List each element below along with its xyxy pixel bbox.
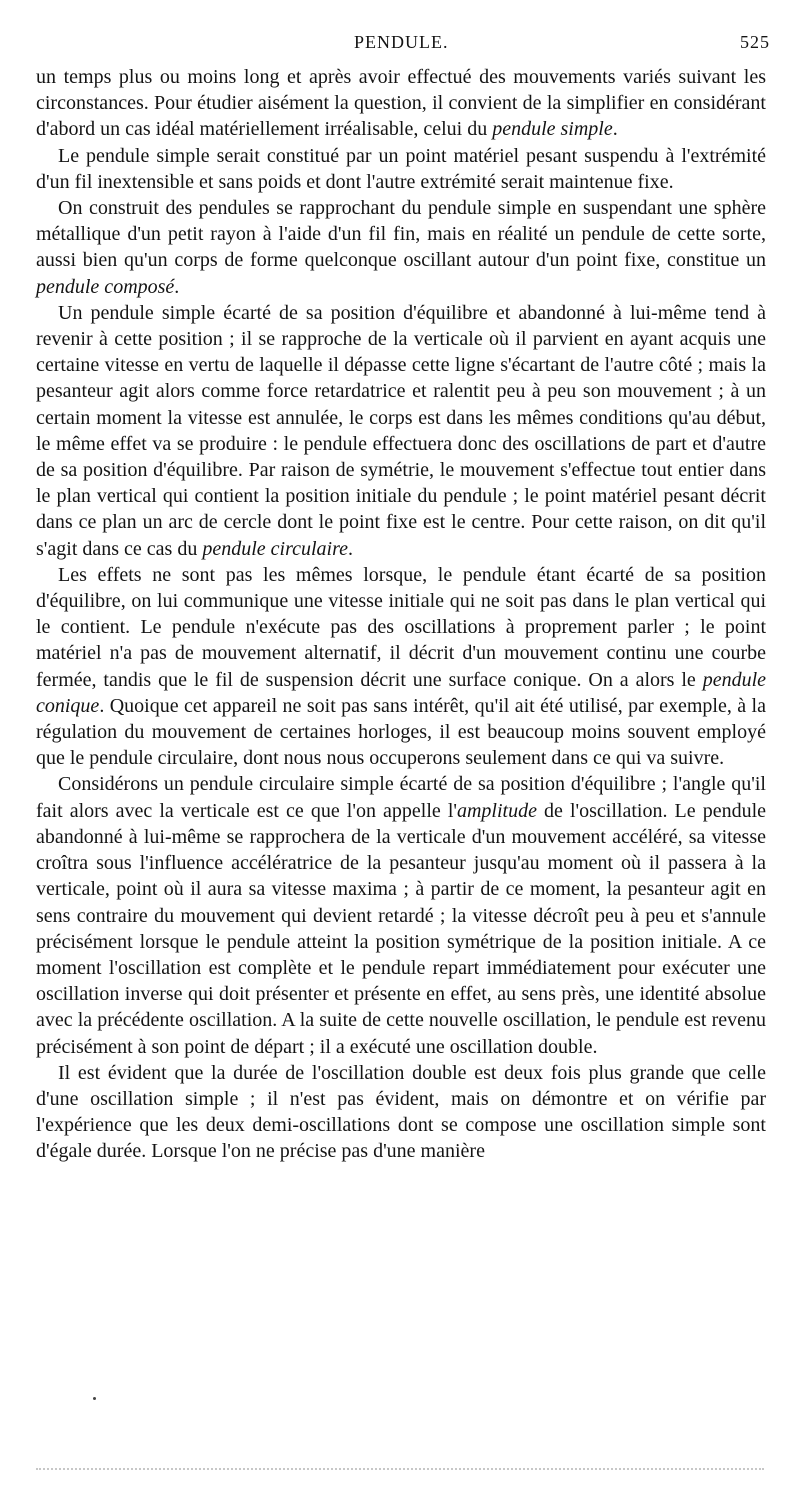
text-run: . Quoique cet appareil ne soit pas sans intérêt, qu'il ait été utilisé, par exemple, à la régulation du mouvement de certaines horloges, il est beaucoup moins souvent employé que le pendule circulaire, dont nous nous occuperons seulement dans ce qui va suivre. [36,694,766,770]
paragraph [36,143,766,195]
paragraph [36,64,766,143]
paragraph [36,300,766,562]
text-run: Le pendule simple serait constitué par un point matériel pesant suspendu à l'extrémité d'un fil inextensible et sans poids et dont l'autre extrémité serait maintenue fixe. [36,144,766,193]
print-speck [93,1397,96,1400]
italic-term: pendule circulaire [202,537,349,560]
text-run: . [174,275,180,298]
text-run: . [348,537,354,560]
italic-term: amplitude [456,799,537,822]
running-title: PENDULE. [354,32,449,52]
paragraph [36,562,766,772]
text-run: . [612,118,618,141]
text-run: Il est évident que la durée de l'oscillation double est deux fois plus grande que celle d'une oscillation simple ; il n'est pas évident, mais on démontre et on vérifie par l'expérience que les deux demi-oscillations dont se compose une oscillation simple sont d'égale durée. Lorsque l'on ne précise pas d'une manière [36,1061,766,1163]
text-run: Les effets ne sont pas les mêmes lorsque, le pendule étant écarté de sa position d'équilibre, on lui communique une vitesse initiale qui ne soit pas dans le plan vertical qui le contient. Le pendule n'exécute pas des oscillations à proprement parler ; le point matériel n'a pas de mouvement alternatif, il décrit d'un mouvement continu une courbe fermée, tandis que le fil de suspension décrit une surface conique. On a alors le [36,563,766,691]
text-run: Un pendule simple écarté de sa position d'équilibre et abandonné à lui-même tend à revenir à cette position ; il se rapproche de la verticale où il parvient en ayant acquis une certaine vitesse en vertu de laquelle il dépasse cette ligne s'écartant de l'autre côté ; mais la pesanteur agit alors comme force retardatrice et ralentit peu à peu son mouvement ; à un certain moment la vitesse est annulée, le corps est dans les mêmes conditions qu'au début, le même effet va se produire : le pendule effectuera donc des oscillations de part et d'autre de sa position d'équilibre. Par raison de symétrie, le mouvement s'effectue tout entier dans le plan vertical qui contient la position initiale du pendule ; le point matériel pesant décrit dans ce plan un arc de cercle dont le point fixe est le centre. Pour cette raison, on dit qu'il s'agit dans ce cas du [36,301,766,560]
paragraph [36,195,766,300]
paragraph [36,1060,766,1165]
footer-rule [36,1468,764,1472]
text-run: de l'oscillation. Le pendule abandonné à lui-même se rapprochera de la verticale d'un mouvement accéléré, sa vitesse croîtra sous l'influence accélératrice de la pesanteur jusqu'au moment où il passera à la verticale, point où il aura sa vitesse maxima ; à partir de ce moment, la pesanteur agit en sens contraire du mouvement qui devient retardé ; la vitesse décroît peu à peu et s'annule précisément lorsque le pendule atteint la position symétrique de la position initiale. A ce moment l'oscillation est complète et le pendule repart immédiatement pour exécuter une oscillation inverse qui doit présenter et présente en effet, au sens près, une identité absolue avec la précédente oscillation. A la suite de cette nouvelle oscillation, le pendule est revenu précisément à son point de départ ; il a exécuté une oscillation double. [36,799,767,1058]
italic-term: pendule conique [36,668,766,717]
page-number: 525 [740,32,770,52]
text-run: un temps plus ou moins long et après avoir effectué des mouvements variés suivant les circonstances. Pour étudier aisément la question, il convient de la simplifier en considérant d'abord un cas idéal matériellement irréalisable, celui du [36,66,766,141]
italic-term: pendule composé [36,275,175,298]
running-header [36,32,770,54]
paragraph [36,771,766,1059]
body-text [36,64,766,1165]
italic-term: pendule simple [492,118,613,141]
text-run: Considérons un pendule circulaire simple écarté de sa position d'équilibre ; l'angle qu'il fait alors avec la verticale est ce que l'on appelle l' [36,773,766,822]
text-run: On construit des pendules se rapprochant du pendule simple en suspendant une sphère métallique d'un petit rayon à l'aide d'un fil fin, mais en réalité un pendule de cette sorte, aussi bien qu'un corps de forme quelconque oscillant autour d'un point fixe, constitue un [36,197,766,272]
